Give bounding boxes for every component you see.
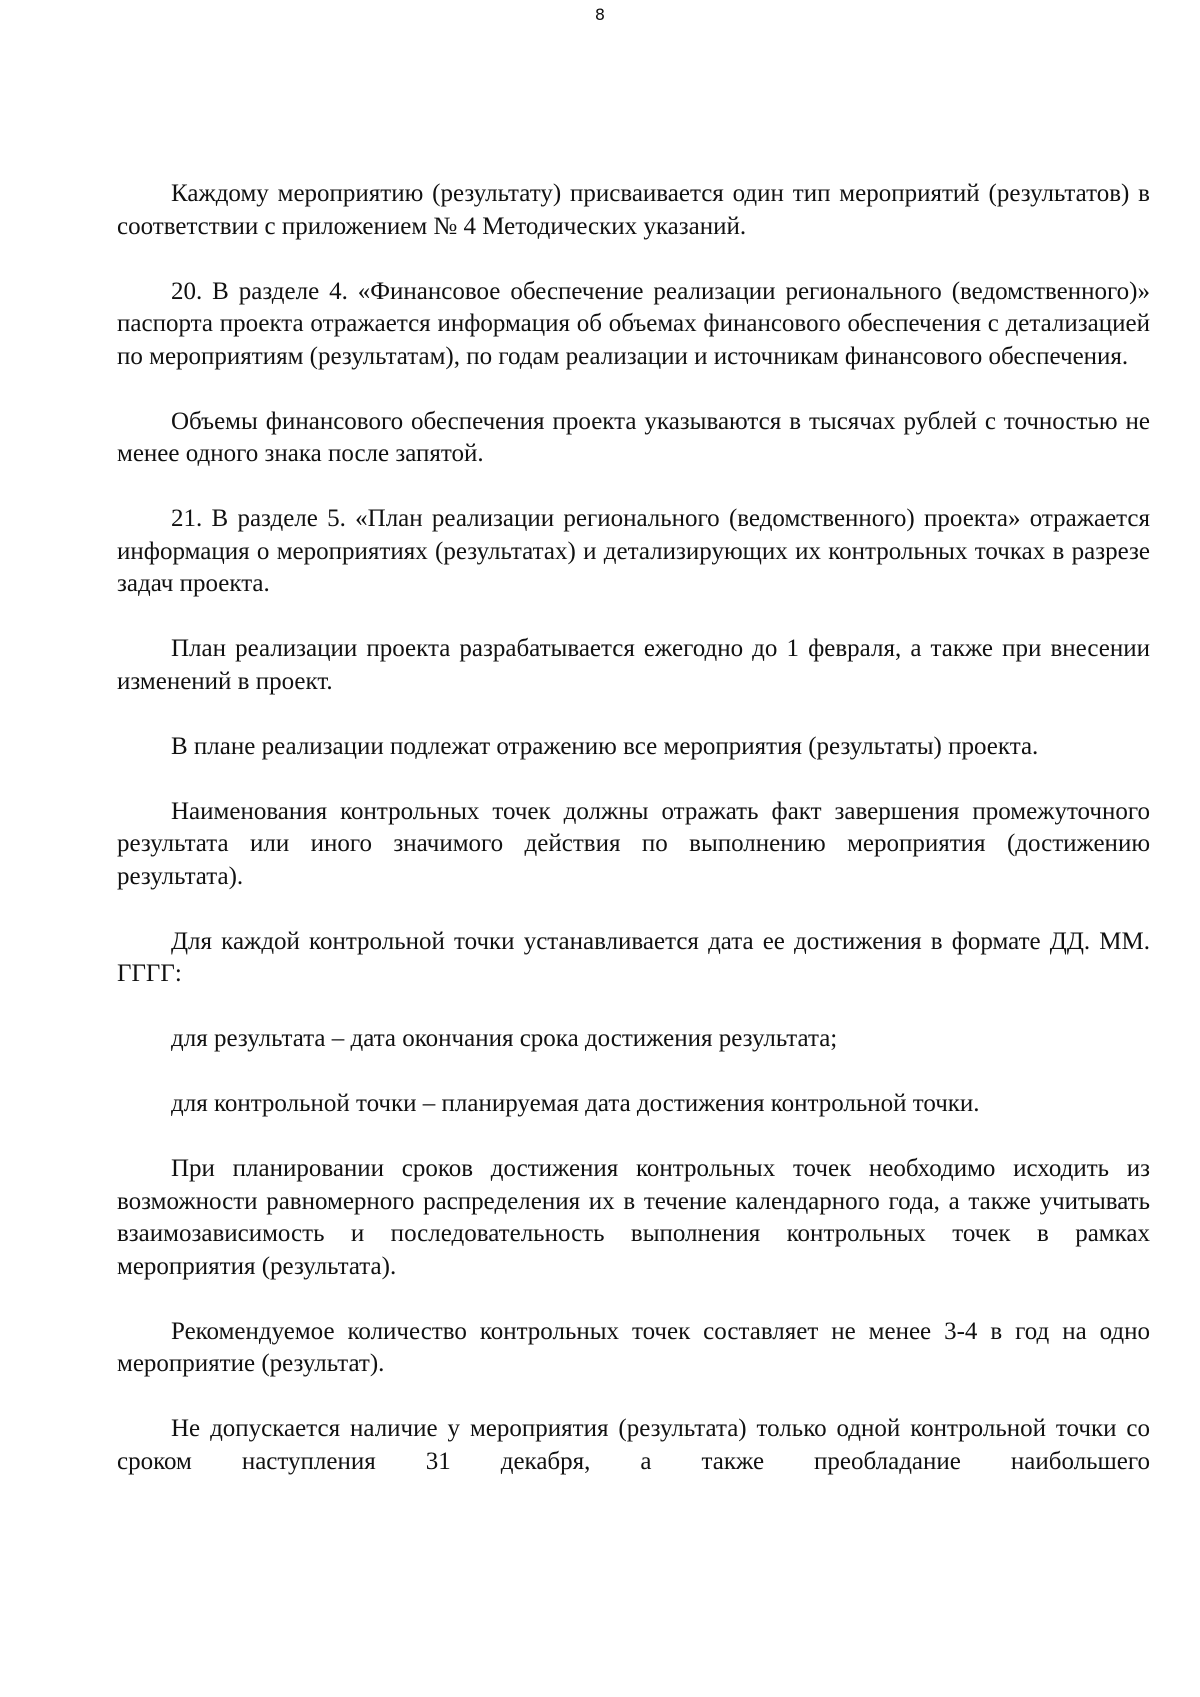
- page-number: 8: [594, 5, 606, 24]
- paragraph-plan-scope: В плане реализации подлежат отражению все мероприятия (результаты) проекта.: [171, 732, 1039, 760]
- document-body: [117, 178, 1150, 1478]
- paragraph-checkpoint-count: Рекомендуемое количество контрольных точек составляет не менее 3-4 в год на одно мероприятие (результат).: [117, 1317, 1150, 1377]
- paragraph-section-4-finance: 20. В разделе 4. «Финансовое обеспечение реализации регионального (ведомственного)» паспорта проекта отражается информация об объемах финансового обеспечения с детализацией по мероприятиям (результатам), по годам реализации и источникам финансового обеспечения.: [117, 277, 1150, 370]
- paragraph-finance-units: Объемы финансового обеспечения проекта указываются в тысячах рублей с точностью не менее одного знака после запятой.: [117, 407, 1150, 467]
- paragraph-section-5-plan: 21. В разделе 5. «План реализации регионального (ведомственного) проекта» отражается информация о мероприятиях (результатах) и детализирующих их контрольных точках в разрезе задач проекта.: [117, 505, 1150, 597]
- paragraph-checkpoint-names: Наименования контрольных точек должны отражать факт завершения промежуточного результата или иного значимого действия по выполнению мероприятия (достижению результата).: [117, 797, 1150, 890]
- paragraph-checkpoint-date-format: Для каждой контрольной точки устанавливается дата ее достижения в формате ДД. ММ. ГГГГ:: [117, 927, 1150, 987]
- paragraph-result-date: для результата – дата окончания срока достижения результата;: [171, 1025, 838, 1052]
- paragraph-single-checkpoint-rule: Не допускается наличие у мероприятия (результата) только одной контрольной точки со сроком наступления 31 декабря, а также преобладание наибольшего: [117, 1415, 1150, 1475]
- paragraph-plan-deadline: План реализации проекта разрабатывается ежегодно до 1 февраля, а также при внесении изменений в проект.: [117, 635, 1150, 695]
- paragraph-checkpoint-planning: При планировании сроков достижения контрольных точек необходимо исходить из возможности равномерного распределения их в течение календарного года, а также учитывать взаимозависимость и последовательность выполнения контрольных точек в рамках мероприятия (результата).: [117, 1155, 1150, 1280]
- paragraph-event-type: Каждому мероприятию (результату) присваивается один тип мероприятий (результатов) в соответствии с приложением № 4 Методических указаний.: [117, 180, 1150, 240]
- paragraph-checkpoint-date: для контрольной точки – планируемая дата достижения контрольной точки.: [171, 1090, 980, 1117]
